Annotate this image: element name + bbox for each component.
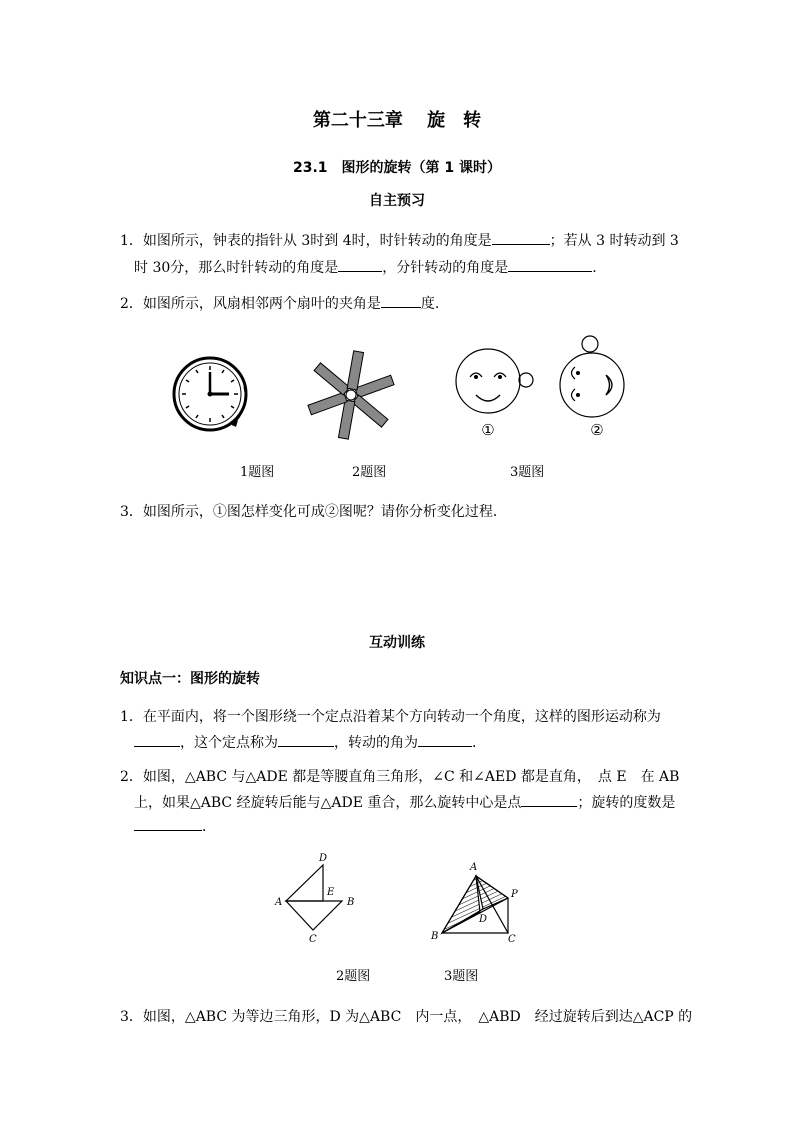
fig2-label-b: B bbox=[347, 897, 355, 908]
practice-heading: 互动训练 bbox=[369, 635, 425, 651]
practice-q2-line3: ． bbox=[134, 816, 216, 836]
clock-figure bbox=[174, 358, 246, 430]
practice-q2-line1: 2．如图，△ABC 与△ADE 都是等腰直角三角形，∠C 和∠AED 都是直角， 点 E 在 AB bbox=[120, 769, 680, 785]
answer-blank[interactable] bbox=[508, 257, 592, 272]
fig3-label-p: P bbox=[511, 889, 518, 900]
fig3-label-d: D bbox=[479, 914, 488, 925]
face-2-label: ② bbox=[590, 421, 604, 439]
fig2-label-d: D bbox=[319, 853, 328, 864]
fig2-label-a: A bbox=[275, 897, 283, 908]
answer-blank[interactable] bbox=[278, 732, 334, 747]
practice-q1-line2: ，这个定点称为 ，转动的角为 ． bbox=[134, 732, 486, 752]
preview-figures bbox=[0, 325, 794, 485]
triangle-figure-q3 bbox=[442, 876, 508, 933]
practice-figures bbox=[0, 845, 794, 990]
face-1-label: ① bbox=[481, 421, 495, 439]
answer-blank[interactable] bbox=[134, 816, 202, 831]
caption-q1-figure: 1题图 bbox=[240, 465, 275, 480]
answer-blank[interactable] bbox=[521, 792, 577, 807]
fig2-label-c: C bbox=[309, 934, 317, 945]
fig3-label-c: C bbox=[508, 934, 516, 945]
preview-q1-line2: 时 30分，那么时针转动的角度是 ，分针转动的角度是 . bbox=[134, 257, 597, 277]
answer-blank[interactable] bbox=[492, 230, 550, 245]
face-1-figure bbox=[456, 349, 533, 439]
preview-heading: 自主预习 bbox=[369, 193, 425, 209]
caption-practice-q3-figure: 3题图 bbox=[444, 969, 479, 984]
fig3-label-b: B bbox=[431, 931, 439, 942]
preview-q3: 3．如图所示，①图怎样变化可成②图呢？请你分析变化过程． bbox=[120, 504, 507, 520]
preview-q1-line1: 1．如图所示，钟表的指针从 3时到 4时，时针转动的角度是 ；若从 3 时转动到 3 bbox=[120, 230, 679, 250]
fan-figure bbox=[308, 351, 394, 439]
practice-q3: 3．如图，△ABC 为等边三角形，D 为△ABC 内一点， △ABD 经过旋转后到达△ACP 的 bbox=[120, 1009, 693, 1025]
answer-blank[interactable] bbox=[381, 293, 421, 308]
preview-q2: 2．如图所示，风扇相邻两个扇叶的夹角是 度. bbox=[120, 293, 439, 313]
answer-blank[interactable] bbox=[134, 732, 180, 747]
caption-q2-figure: 2题图 bbox=[352, 465, 387, 480]
section-title: 23.1 图形的旋转（第 1 课时） bbox=[292, 160, 502, 176]
answer-blank[interactable] bbox=[418, 732, 472, 747]
caption-practice-q2-figure: 2题图 bbox=[336, 969, 371, 984]
chapter-title: 第二十三章 旋 转 bbox=[312, 110, 482, 131]
face-2-figure bbox=[560, 336, 624, 439]
fig3-label-a: A bbox=[470, 862, 478, 873]
caption-q3-figure: 3题图 bbox=[510, 465, 545, 480]
knowledge-point-1: 知识点一：图形的旋转 bbox=[120, 671, 260, 687]
practice-q1-line1: 1．在平面内，将一个图形绕一个定点沿着某个方向转动一个角度，这样的图形运动称为 bbox=[120, 709, 661, 725]
fig2-label-e: E bbox=[327, 887, 335, 898]
answer-blank[interactable] bbox=[338, 257, 382, 272]
practice-q2-line2: 上，如果△ABC 经旋转后能与△ADE 重合，那么旋转中心是点 ；旋转的度数是 bbox=[134, 792, 675, 812]
